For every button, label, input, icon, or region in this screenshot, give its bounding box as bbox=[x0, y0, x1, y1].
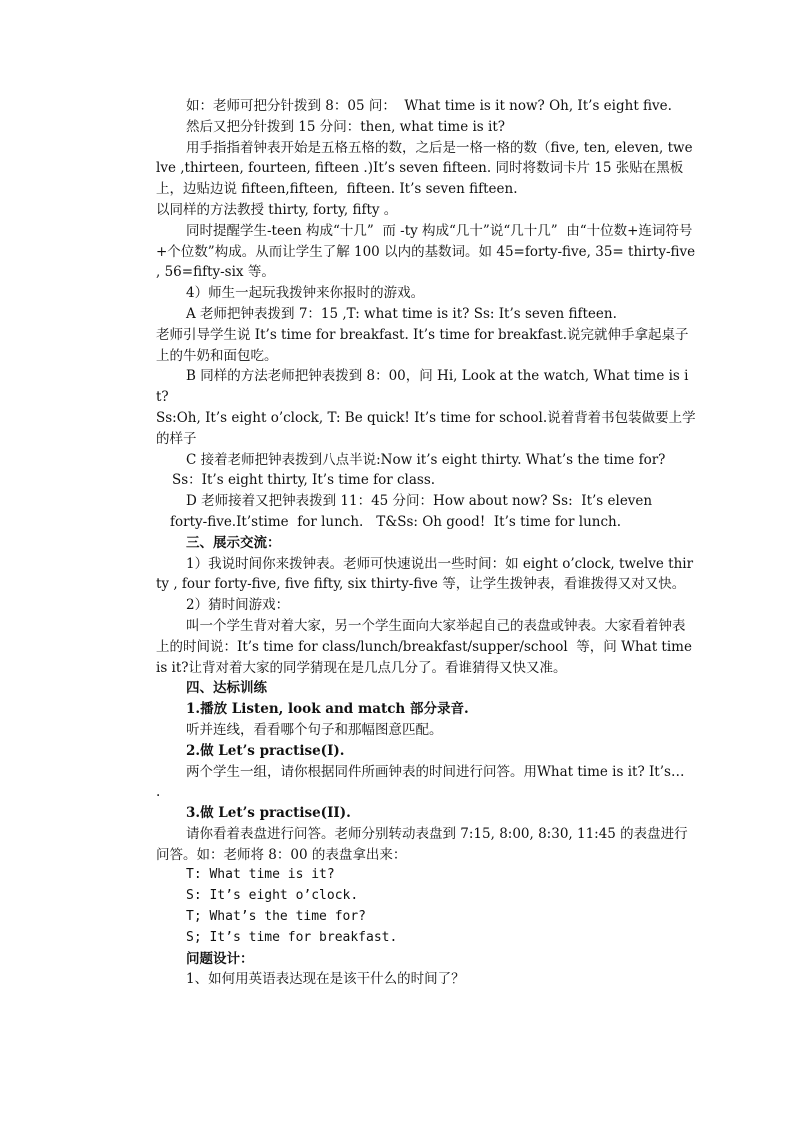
dialogue-line: S; It’s time for breakfast. bbox=[186, 929, 398, 945]
paragraph: 请你看着表盘进行问答。老师分别转动表盘到 7:15, 8:00, 8:30, 11:45 的表盘进行问答。如：老师将 8：00 的表盘拿出来： bbox=[156, 825, 688, 863]
section-heading: 问题设计： bbox=[186, 950, 254, 967]
paragraph: 同时提醒学生-teen 构成“十几” 而 -ty 构成“几十”说“几十几” 由“十位数+连词符号+个位数”构成。从而让学生了解 100 以内的基数词。如 45=forty-five, 35= thirty-five , 56=fifty-six 等。 bbox=[156, 222, 700, 281]
paragraph: forty-five.It’stime for lunch. T&Ss: Oh good! It’s time for lunch. bbox=[170, 513, 622, 530]
paragraph: 用手指指着钟表开始是五格五格的数，之后是一格一格的数（five, ten, eleven, twelve ,thirteen, fourteen, fifteen .)It’s seven fifteen. 同时将数词卡片 15 张贴在黑板上，边贴边说 fifteen,fifteen, fifteen. It’s seven fifteen. bbox=[156, 139, 693, 198]
paragraph: 听并连线，看看哪个句子和那幅图意匹配。 bbox=[186, 721, 443, 738]
paragraph: 然后又把分针拨到 15 分问：then, what time is it? bbox=[186, 118, 506, 135]
paragraph: B 同样的方法老师把钟表拨到 8：00，问 Hi, Look at the watch, What time is it? bbox=[156, 368, 689, 406]
subheading: 3.做 Let’s practise(II). bbox=[186, 805, 351, 822]
paragraph: 如：老师可把分针拨到 8：05 问： What time is it now? Oh, It’s eight five. bbox=[186, 98, 672, 114]
document-body bbox=[156, 96, 700, 990]
dialogue-line: S: It’s eight o’clock. bbox=[186, 888, 359, 904]
paragraph: A 老师把钟表拨到 7：15 ,T: what time is it? Ss: It’s seven fifteen. bbox=[186, 305, 617, 322]
paragraph: C 接着老师把钟表拨到八点半说:Now it’s eight thirty. What’s the time for? bbox=[186, 451, 666, 468]
paragraph: Ss：It’s eight thirty, It’s time for class. bbox=[172, 472, 436, 489]
section-heading: 四、达标训练 bbox=[186, 680, 267, 697]
paragraph: 1）我说时间你来拨钟表。老师可快速说出一些时间：如 eight o’clock, twelve thirty , four forty-five, five fifty, six thirty-five 等，让学生拨钟表，看谁拨得又对又快。 bbox=[156, 555, 694, 593]
dialogue-line: T: What time is it? bbox=[186, 867, 335, 883]
paragraph: 老师引导学生说 It’s time for breakfast. It’s time for breakfast.说完就伸手拿起桌子上的牛奶和面包吃。 bbox=[156, 326, 689, 364]
subheading: 1.播放 Listen, look and match 部分录音. bbox=[186, 701, 469, 718]
paragraph: 2）猜时间游戏： bbox=[186, 597, 290, 614]
paragraph: 叫一个学生背对着大家，另一个学生面向大家举起自己的表盘或钟表。大家看着钟表上的时间说：It’s time for class/lunch/breakfast/supper/school 等，问 What time is it?让背对着大家的同学猜现在是几点几分了。看谁猜得又快又准。 bbox=[156, 617, 697, 676]
paragraph: 4）师生一起玩我拨钟来你报时的游戏。 bbox=[186, 285, 425, 302]
paragraph: 1、如何用英语表达现在是该干什么的时间了？ bbox=[186, 971, 465, 988]
paragraph: 两个学生一组，请你根据同件所画钟表的时间进行问答。用What time is it? It’s… . bbox=[156, 763, 694, 801]
dialogue-line: T; What’s the time for? bbox=[186, 909, 367, 925]
subheading: 2.做 Let’s practise(I). bbox=[186, 742, 345, 759]
paragraph: Ss:Oh, It’s eight o’clock, T: Be quick! It’s time for school.说着背着书包装做要上学的样子 bbox=[156, 409, 696, 447]
paragraph: D 老师接着又把钟表拨到 11：45 分问：How about now? Ss: It’s eleven bbox=[186, 493, 653, 510]
section-heading: 三、展示交流： bbox=[186, 534, 281, 551]
paragraph: 以同样的方法教授 thirty, forty, fifty 。 bbox=[156, 201, 398, 218]
